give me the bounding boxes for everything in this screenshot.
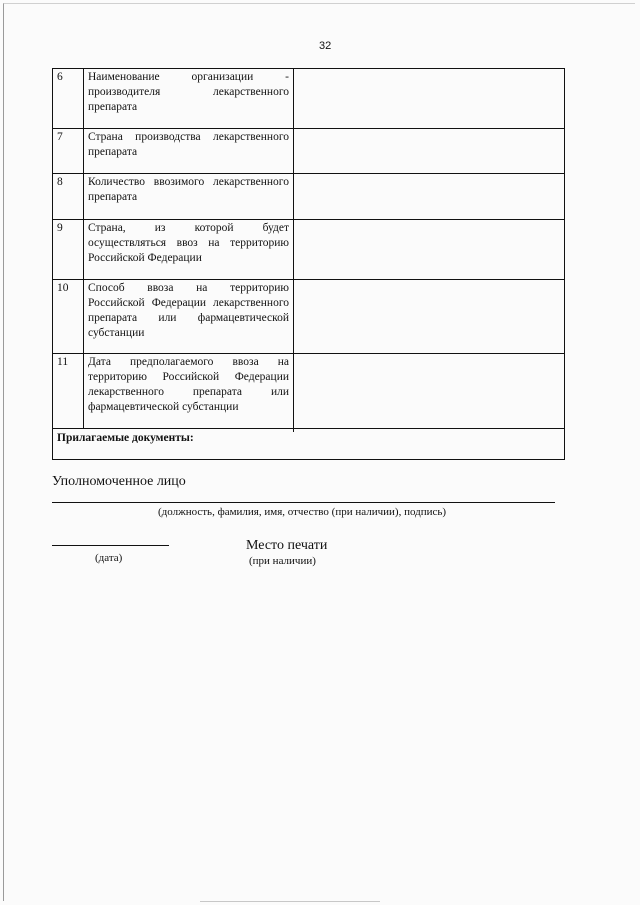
- table-row: [53, 69, 565, 129]
- scan-edge-mark: [200, 901, 380, 902]
- column-divider-stub: [293, 429, 294, 432]
- table-row: [53, 174, 565, 220]
- row-number: 8: [53, 174, 84, 220]
- row-value-field[interactable]: [294, 220, 565, 280]
- signature-line[interactable]: [52, 502, 555, 503]
- row-value-field[interactable]: [294, 354, 565, 429]
- row-number: 9: [53, 220, 84, 280]
- table-row: [53, 354, 565, 429]
- seal-caption: (при наличии): [249, 555, 316, 567]
- row-label: Страна производства лекарственного препарата: [84, 129, 294, 174]
- date-caption: (дата): [95, 552, 123, 564]
- row-value-field[interactable]: [294, 129, 565, 174]
- table-row: [53, 220, 565, 280]
- row-label: Дата предполагаемого ввоза на территорию Российской Федерации лекарственного препарата или фармацевтической субстанции: [84, 354, 294, 429]
- row-number: 10: [53, 280, 84, 354]
- row-value-field[interactable]: [294, 280, 565, 354]
- row-label: Страна, из которой будет осуществляться ввоз на территорию Российской Федерации: [84, 220, 294, 280]
- attached-documents-label: Прилагаемые документы:: [57, 432, 194, 444]
- date-line[interactable]: [52, 545, 169, 546]
- signature-caption: (должность, фамилия, имя, отчество (при наличии), подпись): [158, 506, 447, 518]
- table-row: [53, 129, 565, 174]
- attached-documents-cell[interactable]: [53, 429, 565, 460]
- application-form-table: [52, 68, 565, 460]
- seal-place-label: Место печати: [246, 538, 328, 553]
- row-number: 6: [53, 69, 84, 129]
- row-label: Количество ввозимого лекарственного препарата: [84, 174, 294, 220]
- table-row: [53, 280, 565, 354]
- row-value-field[interactable]: [294, 174, 565, 220]
- page-number: 32: [319, 40, 332, 52]
- row-label: Способ ввоза на территорию Российской Федерации лекарственного препарата или фармацевтической субстанции: [84, 280, 294, 354]
- attached-documents-row: [53, 429, 565, 460]
- row-label: Наименование организации - производителя лекарственного препарата: [84, 69, 294, 129]
- row-value-field[interactable]: [294, 69, 565, 129]
- row-number: 11: [53, 354, 84, 429]
- authorized-person-label: Уполномоченное лицо: [52, 474, 186, 489]
- row-number: 7: [53, 129, 84, 174]
